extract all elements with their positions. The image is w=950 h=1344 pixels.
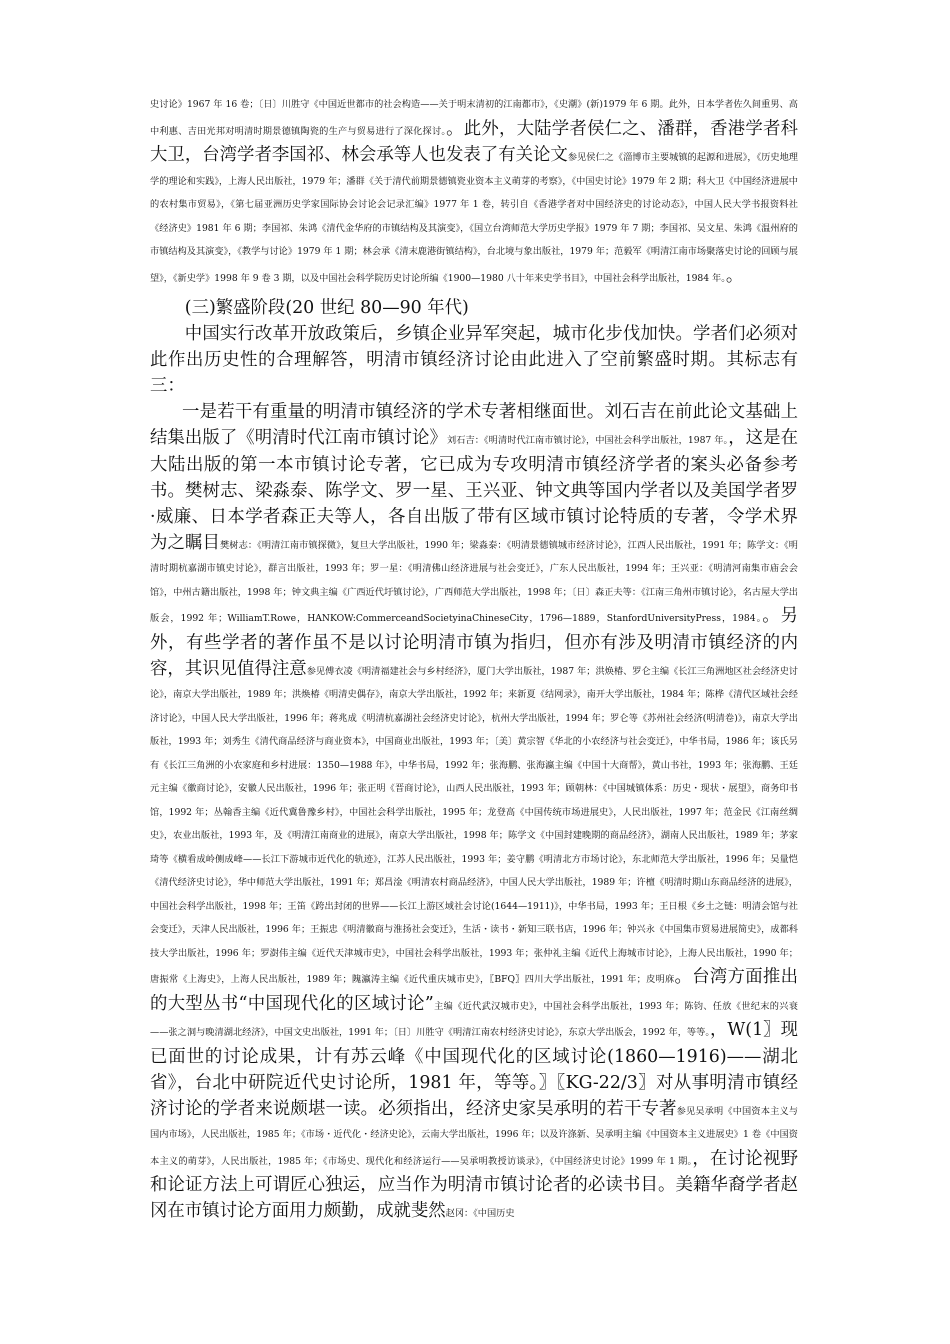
body-text: ，这是在大陆出版的第一本市镇讨论专著，它已成为专攻明清市镇经济学者的案头必备参考书。樊树志、梁淼泰、陈学文、罗一星、王兴亚、钟文典等国内学者以及美国学者罗·威廉、日本学者森正夫等人，各自出版了带有区域市镇讨论特质的专著，令学术界为之瞩目 <box>150 428 798 553</box>
body-text: 。 <box>725 265 744 286</box>
body-text: 。另外，有些学者的著作虽不是以讨论明清市镇为指归，但亦有涉及明清市镇经济的内容，其识见值得注意 <box>150 606 798 679</box>
document-page <box>150 92 798 1225</box>
footnote-text: 参见吴承明《中国资本主义与国内市场》，人民出版社，1985 年；《市场・近代化・经济史论》，云南大学出版社，1996 年；以及许涤新、吴承明主编《中国资本主义进展史》1 卷《中国资本主义的萌芽》，人民出版社，1985 年；《市场史、现代化和经济运行——吴承明教授访谈录》，《中国经济史讨论》1999 年 1 期。 <box>150 1105 798 1167</box>
body-text: 。台湾方面推出的大型丛书“中国现代化的区域讨论” <box>150 967 798 1014</box>
footnote-text: 刘石吉：《明清时代江南市镇讨论》，中国社会科学出版社，1987 年。 <box>446 435 729 446</box>
body-text: ，W(1〗现已面世的讨论成果，计有苏云峰《中国现代化的区域讨论(1860—1916)——湖北省》，台北中研院近代史讨论所，1981 年，等等。〗〖KG-22/3〗对从事明清市镇经济讨论的学者来说颇堪一读。必须指出，经济史家吴承明的若干专著 <box>150 1020 798 1119</box>
footnote-text: 樊树志：《明清江南市镇探微》，复旦大学出版社，1990 年；梁淼泰：《明清景德镇城市经济讨论》，江西人民出版社，1991 年；陈学文：《明清时期杭嘉湖市镇史讨论》，群言出版社，1993 年；罗一星：《明清佛山经济进展与社会变迁》，广东人民出版社，1994 年；王兴亚：《明清河南集市庙会会馆》，中州古籍出版社，1998 年；钟文典主编《广西近代圩镇讨论》，广西师范大学出版社，1998 年；〔日〕森正夫等：《江南三角州市镇讨论》，名古屋大学出版会，1992 年；WilliamT.Rowe，HANKOW:CommerceandSocietyinaChineseCity，1796—1889，StanfordUniversityPress，1984。 <box>150 539 798 624</box>
body-text: 一是若干有重量的明清市镇经济的学术专著相继面世。刘石吉在前此论文基础上结集出版了《明清时代江南市镇讨论》 <box>150 402 798 448</box>
paragraph-continuation <box>150 92 798 289</box>
footnote-text: 史讨论》1967 年 16 卷；〔日〕川胜守《中国近世都市的社会构造——关于明末清初的江南都市》，《史潮》(新)1979 年 6 期。此外，日本学者佐久间重男、高中利惠、吉田光邦对明清时期景德镇陶瓷的生产与贸易进行了深化探讨。 <box>150 99 798 137</box>
paragraph: 中国实行改革开放政策后，乡镇企业异军突起，城市化步伐加快。学者们必须对此作出历史性的合理解答，明清市镇经济讨论由此进入了空前繁盛时期。其标志有三： <box>150 324 798 396</box>
footnote-text: 赵冈：《中国历史 <box>445 1208 515 1219</box>
section-heading: (三)繁盛阶段(20 世纪 80—90 年代) <box>184 298 469 318</box>
paragraph <box>150 399 798 1225</box>
footnote-text: 参见侯仁之《淄博市主要城镇的起源和进展》，《历史地理学的理论和实践》，上海人民出版社，1979 年；潘群《关于清代前期景德镇瓷业资本主义萌芽的考察》，《中国史讨论》1979 年 2 期；科大卫《中国经济进展中的农村集市贸易》，《第七届亚洲历史学家国际协会讨论会记录汇编》1977 年 1 卷，转引自《香港学者对中国经济史的讨论动态》，中国人民大学书报资料社《经济史》1981 年 6 期；李国祁、朱鸿《清代金华府的市镇结构及其演变》，《国立台湾师范大学历史学报》1979 年 7 期；李国祁、吴文星、朱鸿《温州府的市镇结构及其演变》，《教学与讨论》1979 年 1 期；林会承《清末鹿港街镇结构》，台北境与象出版社，1979 年；范毅军《明清江南市场聚落史讨论的回顾与展望》，《新史学》1998 年 9 卷 3 期，以及中国社会科学院历史讨论所编《1900—1980 八十年来史学书目》，中国社会科学出版社，1984 年。 <box>150 152 798 284</box>
body-text: 。此外，大陆学者侯仁之、潘群，香港学者科大卫，台湾学者李国祁、林会承等人也发表了有关论文 <box>150 118 798 165</box>
footnote-text: 主编《近代武汉城市史》，中国社会科学出版社，1993 年；陈钧、任放《世纪末的兴衰——张之洞与晚清湖北经济》，中国文史出版社，1991 年；〔日〕川胜守《明清江南农村经济史讨论》，东京大学出版会，1992 年，等等。 <box>150 1000 798 1038</box>
footnote-text: 参见傅衣凌《明清福建社会与乡村经济》，厦门大学出版社，1987 年；洪焕椿、罗仑主编《长江三角洲地区社会经济史讨论》，南京大学出版社，1989 年；洪焕椿《明清史偶存》，南京大学出版社，1992 年；来新夏《结网录》，南开大学出版社，1984 年；陈桦《清代区域社会经济讨论》，中国人民大学出版社，1996 年；蒋兆成《明清杭嘉湖社会经济史讨论》，杭州大学出版社，1994 年；罗仑等《苏州社会经济(明清卷)》，南京大学出版社，1993 年；刘秀生《清代商品经济与商业资本》，中国商业出版社，1993 年；〔美〕黄宗智《华北的小农经济与社会变迁》，中华书局，1986 年；该氏另有《长江三角洲的小农家庭和乡村进展：1350—1988 年》，中华书局，1992 年；张海鹏、张海瀛主编《中国十大商帮》，黄山书社，1993 年；张海鹏、王廷元主编《徽商讨论》，安徽人民出版社，1996 年；张正明《晋商讨论》，山西人民出版社，1993 年；顾朝林：《中国城镇体系：历史・现状・展望》，商务印书馆，1992 年；丛翰香主编《近代冀鲁豫乡村》，中国社会科学出版社，1995 年；龙登高《中国传统市场进展史》，人民出版社，1997 年；范金民《江南丝绸史》，农业出版社，1993 年，及《明清江南商业的进展》，南京大学出版社，1998 年；陈学文《中国封建晚期的商品经济》，湖南人民出版社，1989 年；茅家琦等《横看成岭侧成峰——长江下游城市近代化的轨迹》，江苏人民出版社，1993 年；姜守鹏《明清北方市场讨论》，东北师范大学出版社，1996 年；吴量恺《清代经济史讨论》，华中师范大学出版社，1991 年；郑昌淦《明清农村商品经济》，中国人民大学出版社，1989 年；许檀《明清时期山东商品经济的进展》，中国社会科学出版社，1998 年；王笛《跨出封闭的世界——长江上游区域社会讨论(1644—1911)》，中华书局，1993 年；王日根《乡土之链：明清会馆与社会变迁》，天津人民出版社，1996 年；王振忠《明清徽商与淮扬社会变迁》，生活・读书・新知三联书店，1996 年；钟兴永《中国集市贸易进展简史》，成都科技大学出版社，1996 年；罗澍伟主编《近代天津城市史》，中国社会科学出版社，1993 年；张仲礼主编《近代上海城市讨论》，上海人民出版社，1990 年；唐振常《上海史》，上海人民出版社，1989 年；隗瀛涛主编《近代重庆城市史》，〖BFQ〗四川大学出版社，1991 年；皮明庥 <box>150 665 798 985</box>
body-text: ，在讨论视野和论证方法上可谓匠心独运，应当作为明清市镇讨论者的必读书目。美籍华裔学者赵冈在市镇讨论方面用力颇勤，成就斐然 <box>150 1148 798 1221</box>
